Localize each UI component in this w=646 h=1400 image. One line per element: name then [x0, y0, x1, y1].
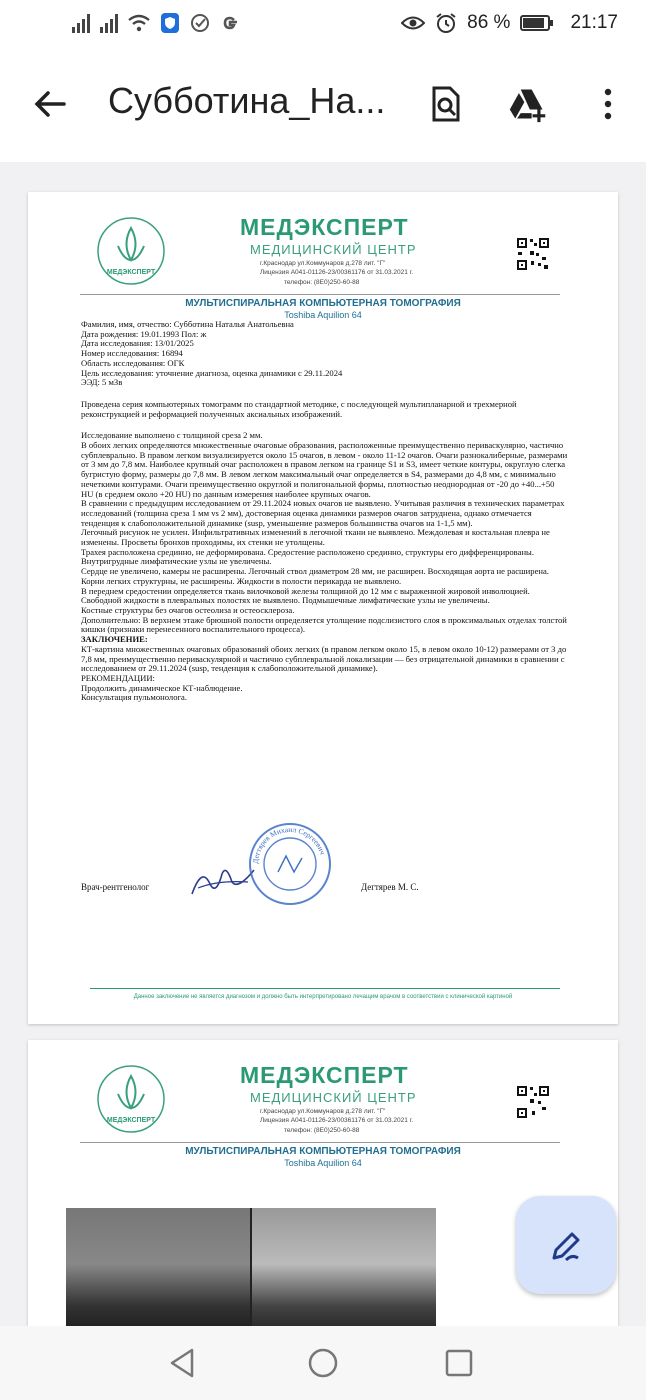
medexpert-logo	[96, 1064, 166, 1134]
app-bar	[0, 50, 646, 162]
search-document-icon[interactable]	[426, 84, 466, 124]
alarm-icon	[435, 12, 457, 34]
brand-subtitle: МЕДИЦИНСКИЙ ЦЕНТР	[250, 1090, 417, 1105]
battery-percent: 86 %	[467, 12, 511, 33]
device-name: Toshiba Aquilion 64	[284, 310, 362, 320]
check-circle-icon	[190, 13, 210, 33]
brand-name: МЕДЭКСПЕРТ	[240, 214, 409, 240]
finding-paragraph: Исследование выполнено с толщиной среза 2 мм.	[81, 430, 263, 441]
finding-paragraph: Костные структуры без очагов остеолиза и остеосклероза.	[81, 604, 295, 615]
edit-pen-icon	[548, 1228, 584, 1264]
recommendation-item: Консультация пульмонолога.	[81, 692, 187, 703]
ct-scan-right	[252, 1208, 436, 1340]
conclusion-heading: ЗАКЛЮЧЕНИЕ:	[81, 634, 148, 645]
clinic-address: г.Краснодар ул.Коммунаров д.278 лит. "Г"	[260, 1108, 386, 1115]
status-bar	[0, 0, 646, 50]
finding-paragraph: В сравнении с предыдущим исследованием от 29.11.2024 новых очагов не выявлено. Учитывая различия в технических параметрах исследований (толщина среза 1 мм vs 2 мм), достоверная оценка динамики размеров очагов затруднена, однако отмечается тенденция к слабоположительной динамике (susp, уменьшение размеров большинства очагов на 1-1,5 мм).	[81, 498, 565, 528]
eye-icon	[401, 14, 425, 32]
study-date-line: Дата исследования: 13/01/2025	[81, 338, 194, 349]
status-right	[401, 12, 618, 34]
nav-recents-icon[interactable]	[442, 1346, 476, 1380]
clinic-license: Лицензия А041-01126-23/00361176 от 31.03.2021 г.	[260, 1117, 414, 1124]
conclusion-text: КТ-картина множественных очаговых образований обоих легких (в правом легком около 15, в левом около 10-12) размерами от 3 до 7,8 мм, преимущественно периваскулярной и частично субплевральной локализации — без отрицательной динамики в сравнении с исследованием от 29.11.2024 (susp, тенденция к слабоположительной динамике).	[81, 643, 567, 674]
patient-name-line: Фамилия, имя, отчество: Субботина Наталья Анатольевна	[81, 319, 294, 329]
study-number-line: Номер исследования: 16894	[81, 348, 183, 359]
signal-icon	[72, 13, 90, 33]
finding-paragraph: Трахея расположена срединно, не деформирована. Средостение расположено срединно, структуры его дифференцированы. Внутригрудные лимфатические узлы не увеличены.	[81, 546, 534, 567]
doctor-name: Дегтярев М. С.	[361, 882, 419, 892]
header-divider	[80, 294, 560, 295]
dose-line: ЭЭД: 5 мЗв	[81, 377, 123, 388]
ct-scan-image	[66, 1208, 436, 1340]
recommendation-item: Продолжить динамическое КТ-наблюдение.	[81, 682, 243, 693]
wifi-icon	[128, 14, 150, 32]
status-left	[72, 12, 240, 34]
nav-home-icon[interactable]	[306, 1346, 340, 1380]
medexpert-logo	[96, 216, 166, 286]
clinic-phone: телефон: (8E0)250-60-88	[284, 1127, 360, 1134]
study-title: МУЛЬТИСПИРАЛЬНАЯ КОМПЬЮТЕРНАЯ ТОМОГРАФИЯ	[185, 1146, 461, 1157]
brand-subtitle: МЕДИЦИНСКИЙ ЦЕНТР	[250, 242, 417, 257]
recommendations-heading: РЕКОМЕНДАЦИИ:	[81, 672, 155, 683]
footer-divider	[90, 988, 560, 989]
header-divider	[80, 1142, 560, 1143]
svg-text:МЕДЭКСПЕРТ: МЕДЭКСПЕРТ	[106, 269, 156, 276]
signal-icon	[100, 13, 118, 33]
study-title: МУЛЬТИСПИРАЛЬНАЯ КОМПЬЮТЕРНАЯ ТОМОГРАФИЯ	[185, 298, 461, 309]
disclaimer: Данное заключение не является диагнозом и должно быть интерпретировано лечащим врачом в соответствии с клинической картиной	[133, 994, 513, 1000]
document-page-1	[28, 192, 618, 1024]
finding-paragraph: В переднем средостении определяется ткань вилочковой железы толщиной до 12 мм с выраженной жировой инволюцией.	[81, 585, 530, 596]
clinic-license: Лицензия А041-01126-23/00361176 от 31.03.2021 г.	[260, 269, 414, 276]
shield-icon	[160, 12, 180, 34]
google-icon	[220, 13, 240, 33]
document-title: Субботина_На...	[108, 80, 386, 121]
device-name: Toshiba Aquilion 64	[284, 1158, 362, 1168]
system-nav-bar	[0, 1326, 646, 1400]
intro-paragraph: Проведена серия компьютерных томограмм по стандартной методике, с последующей мультипланарной и трехмерной реконструкцией и реформацией полученных аксиальных изображений.	[81, 398, 517, 419]
nav-back-icon[interactable]	[166, 1346, 200, 1380]
add-to-drive-icon[interactable]	[508, 84, 548, 124]
finding-paragraph: Дополнительно: В верхнем этаже брюшной полости определяется утолщение подслизистого слоя в проксимальных отделах толстой кишки (признаки перенесенного воспалительного процесса).	[81, 614, 567, 635]
svg-text:МЕДЭКСПЕРТ: МЕДЭКСПЕРТ	[106, 1117, 156, 1124]
report-body	[81, 320, 569, 703]
doctor-stamp	[248, 822, 332, 906]
back-arrow-icon[interactable]	[30, 84, 70, 124]
svg-text:Дегтярев Михаил Сергеевич: Дегтярев Михаил Сергеевич	[250, 824, 328, 865]
qr-code-icon	[516, 237, 550, 271]
doctor-role: Врач-рентгенолог	[81, 882, 150, 892]
birth-date-line: Дата рождения: 19.01.1993 Пол: ж	[81, 328, 207, 339]
finding-paragraph: Свободной жидкости в плевральных полостях не выявлено. Подмышечные лимфатические узлы не увеличены.	[81, 595, 490, 606]
finding-paragraph: Сердце не увеличено, камеры не расширены. Легочный ствол диаметром 28 мм, не расширен. Восходящая аорта не расширена. Корни легких структурны, не расширены. Жидкости в полости перикарда не выявлено.	[81, 566, 549, 586]
clinic-phone: телефон: (8E0)250-60-88	[284, 279, 360, 286]
qr-code-icon	[516, 1085, 550, 1119]
more-vert-icon[interactable]	[588, 84, 628, 124]
clock: 21:17	[570, 12, 618, 33]
edit-fab-button[interactable]	[516, 1196, 616, 1294]
study-goal-line: Цель исследования: уточнение диагноза, оценка динамики с 29.11.2024	[81, 367, 343, 378]
document-page-2	[28, 1040, 618, 1340]
finding-paragraph: В обоих легких определяются множественные очаговые образования, расположенные преимущественно периваскулярно, частично субплеврально. В правом легком визуализируется около 15 очагов, в левом - около 11-12 очагов. Очаги разнокалиберные, размерами от 3 мм до 7,8 мм. Наиболее крупный очаг расположен в правом легком на границе S1 и S3, имеет четкие контуры, округлую слегка бугристую форму, размеры до 7,8 мм. В левом легком максимальный очаг определяется в S4, размерами до 4,8 мм, с минимально нечеткими контурами. Очаги преимущественно округлой и полигональной формы, плотностью неоднородная от -20 до +40...+50 HU (в среднем около +20 HU) по данным измерения наиболее крупных очагов.	[81, 440, 568, 499]
battery-icon	[520, 14, 554, 32]
brand-name: МЕДЭКСПЕРТ	[240, 1062, 409, 1088]
study-area-line: Область исследования: ОГК	[81, 357, 185, 368]
finding-paragraph: Легочный рисунок не усилен. Инфильтративных изменений в легочной ткани не выявлено. Междолевая и костальная плевра не изменены. Просветы бронхов проходимы, их стенки не утолщены.	[81, 527, 550, 548]
clinic-address: г.Краснодар ул.Коммунаров д.278 лит. "Г"	[260, 260, 386, 267]
ct-scan-left	[66, 1208, 250, 1340]
